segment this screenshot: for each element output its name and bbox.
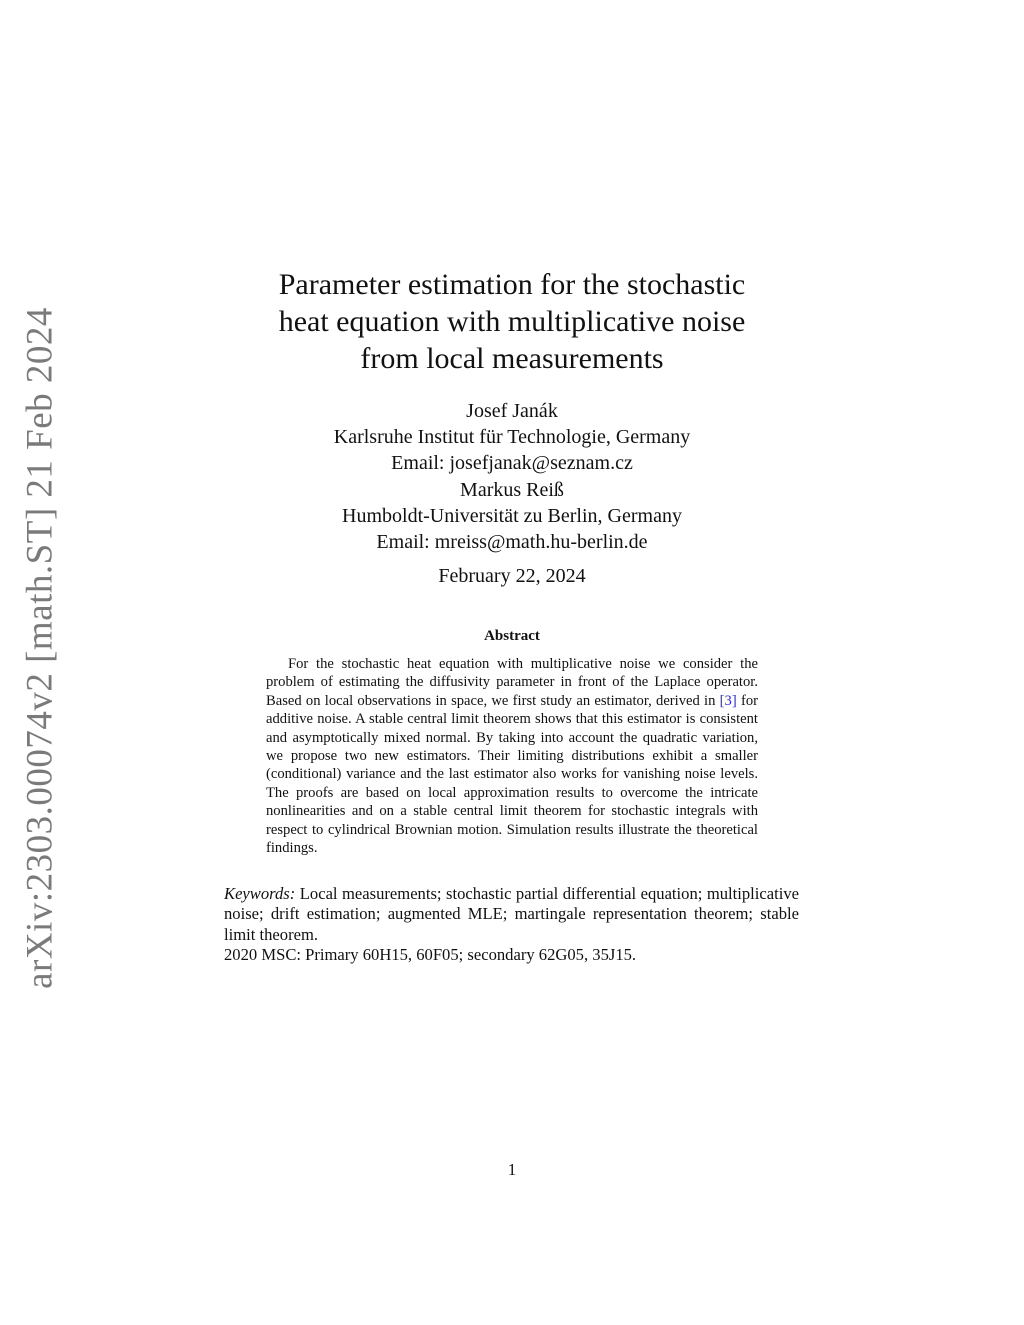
abstract-heading: Abstract xyxy=(484,628,540,644)
abstract-text-part: For the stochastic heat equation with multiplicative noise we consider the problem of estimating the diffusivity parameter in front of the Laplace operator. Based on local observations in space, we first study an estimator, derived in xyxy=(266,656,758,709)
author-affiliation: Humboldt-Universität zu Berlin, Germany xyxy=(342,505,682,527)
keywords-text: Local measurements; stochastic partial differential equation; multiplicative noise; drift estimation; augmented MLE; martingale representation theorem; stable limit theorem. xyxy=(224,884,799,944)
paper-date: February 22, 2024 xyxy=(438,565,586,587)
abstract-text-part: for additive noise. A stable central limit theorem shows that this estimator is consistent and asymptotically mixed normal. By taking into account the quadratic variation, we propose two new estimators. Their limiting distributions exhibit a smaller (conditional) variance and the last estimator also works for vanishing noise levels. The proofs are based on local approximation results to overcome the intricate nonlinearities and on a stable central limit theorem for stochastic integrals with respect to cylindrical Brownian motion. Simulation results illustrate the theoretical findings. xyxy=(266,692,758,857)
author-email: Email: josefjanak@seznam.cz xyxy=(391,452,633,474)
author-name: Josef Janák xyxy=(466,400,558,422)
author-name: Markus Reiß xyxy=(460,479,564,501)
author-block-2 xyxy=(212,477,812,555)
author-block-1 xyxy=(212,398,812,476)
arxiv-identifier-stamp: arXiv:2303.00074v2 [math.ST] 21 Feb 2024 xyxy=(19,307,61,989)
title-line: from local measurements xyxy=(360,342,664,375)
title-line: Parameter estimation for the stochastic xyxy=(278,268,746,301)
msc-classification: 2020 MSC: Primary 60H15, 60F05; secondary 62G05, 35J15. xyxy=(224,945,637,964)
keywords-label: Keywords: xyxy=(224,884,296,903)
author-affiliation: Karlsruhe Institut für Technologie, Germany xyxy=(333,426,691,448)
title-line: heat equation with multiplicative noise xyxy=(278,305,746,338)
keywords xyxy=(224,884,799,945)
abstract-body xyxy=(266,655,758,857)
page-number: 1 xyxy=(507,1160,517,1179)
citation-link[interactable]: [3] xyxy=(719,692,737,709)
author-email: Email: mreiss@math.hu-berlin.de xyxy=(376,531,648,553)
paper-title xyxy=(212,266,812,377)
